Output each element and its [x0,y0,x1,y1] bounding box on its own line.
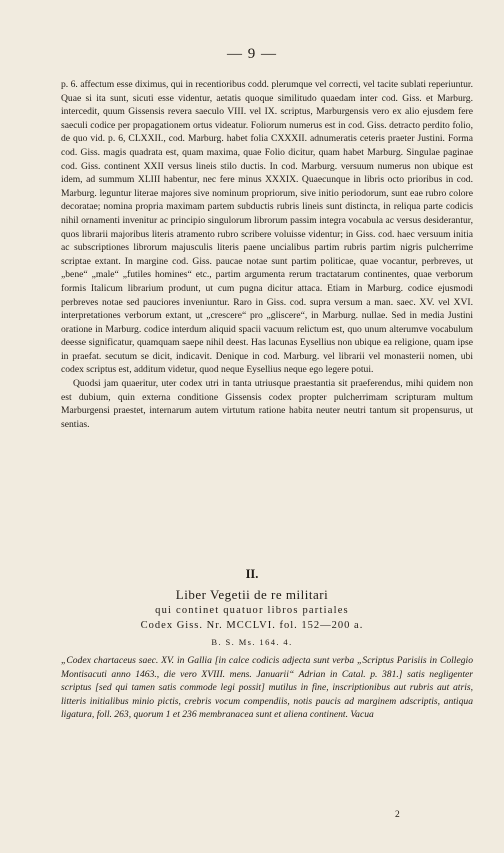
paragraph-2: Quodsi jam quaeritur, uter codex utri in tanta utriusque praestantia sit praeferendus, mihi quidem non est dubium, quin externa conditione Gissensis codex propter pulcherrimam scripturam multum Marburgensi praestet, internarum autem virtutum ratione habita neuter neutri tantum sit propensurus, ut sentias. [61,378,473,430]
section-subtitle: qui continet quatuor libros partiales [155,605,349,616]
printer-signature: 2 [395,810,400,820]
paragraph-1: p. 6. affectum esse diximus, qui in recentioribus codd. plerumque vel correcti, vel tacite sublati reperiuntur. Quae si ita sunt, sicuti esse videntur, aetatis quoque similitudo quaedam inter cod. Giss. et Marburg. intercedit, quum Gissensis revera saeculo VIII. vel IX. scriptus, Marburgensis vero ex alio ejusdem fere saeculi codice per propagationem ortus videatur. Foliorum numerus est in cod. Giss. detracto perdito folio, de quo vid. p. 6, CLXXII., cod. Marburg. habet folia CXXXII. adnumeratis ceteris praeter Justini. Forma cod. Giss. magis quadrata est, quam maxima, quae Folio dicitur, quam habet Marburg. Singulae paginae cod. Giss. continent XXII versus lineis stilo ductis. In cod. Marburg. versuum numerus non ubique est idem, ad summum XLIII habentur, nec fere minus XXXIX. Quaecunque in libris octo prioribus in cod. Marburg. leguntur literae majores sive nominum propriorum, sive initio periodorum, sunt eae rubro colore decoratae; nomina propria maximam partem subductis rubris lineis sunt distincta, in reliqua parte codicis nihil ornamenti invenitur ac principio singulorum librorum passim integra vocabula ac versus desiderantur, quos librarii majoribus literis atramento rubro scribere voluisse videntur; in Giss. cod. haec versuum initia ac subscriptiones librorum majusculis literis paene uncialibus partim rubris partim nigris pulcherrime scriptae extant. In margine cod. Giss. paucae notae sunt partim politicae, quae vocantur, perbreves, ut „bene“ „male“ „futiles homines“ etc., partim argumenta rerum tractatarum continentes, quae verborum formis Italicum librarium produnt, ut cum pugna dicitur attaca. Etiam in Marburg. codice ejusmodi perbreves notae sed pauciores inveniuntur. Raro in Giss. cod. supra versum a man. saec. XV. vel XVI. interpretationes verborum extant, ut „crescere“ pro „gliscere“, in Marburg. nullae. Sed in media Justini oratione in Marburg. codice interdum aliquid spacii vacuum relictum est, quo unum alterumve vocabulum deesse significatur, quamquam saepe nihil deest. Has lacunas Eysellius non ubique ea religione, quam ipse in praefat. secutum se dicit, indicavit. Denique in cod. Marburg. vel librarii vel monasterii nomen, ubi codex scriptus est, additum videtur, quod neque Eysellius neque ego legere potui. [61,79,473,376]
codex-description: „Codex chartaceus saec. XV. in Gallia [in calce codicis adjecta sunt verba „Scriptus Parisiis in Collegio Montisacuti anno 1463., die vero XVIII. mens. Januarii“ Adrian in Catal. p. 381.] satis negligenter scriptus [sed qui tamen satis commode legi possit] mutilus in fine, inscriptionibus aut rubris aut atris, litteris initialibus minio pictis, crebris vocum compendiis, notis paucis ad marginem adscriptis, antiqua ligatura, foll. 263, quorum 1 et 236 membranacea sunt et aliena continent. Vacua [61,655,473,721]
body-text [61,78,473,431]
section-title: Liber Vegetii de re militari [175,587,329,602]
section-number: II. [245,567,259,581]
shelfmark: B. S. Ms. 164. 4. [211,637,293,647]
codex-line: Codex Giss. Nr. MCCLVI. fol. 152—200 a. [140,620,364,631]
page-header: — 9 — [227,46,277,62]
